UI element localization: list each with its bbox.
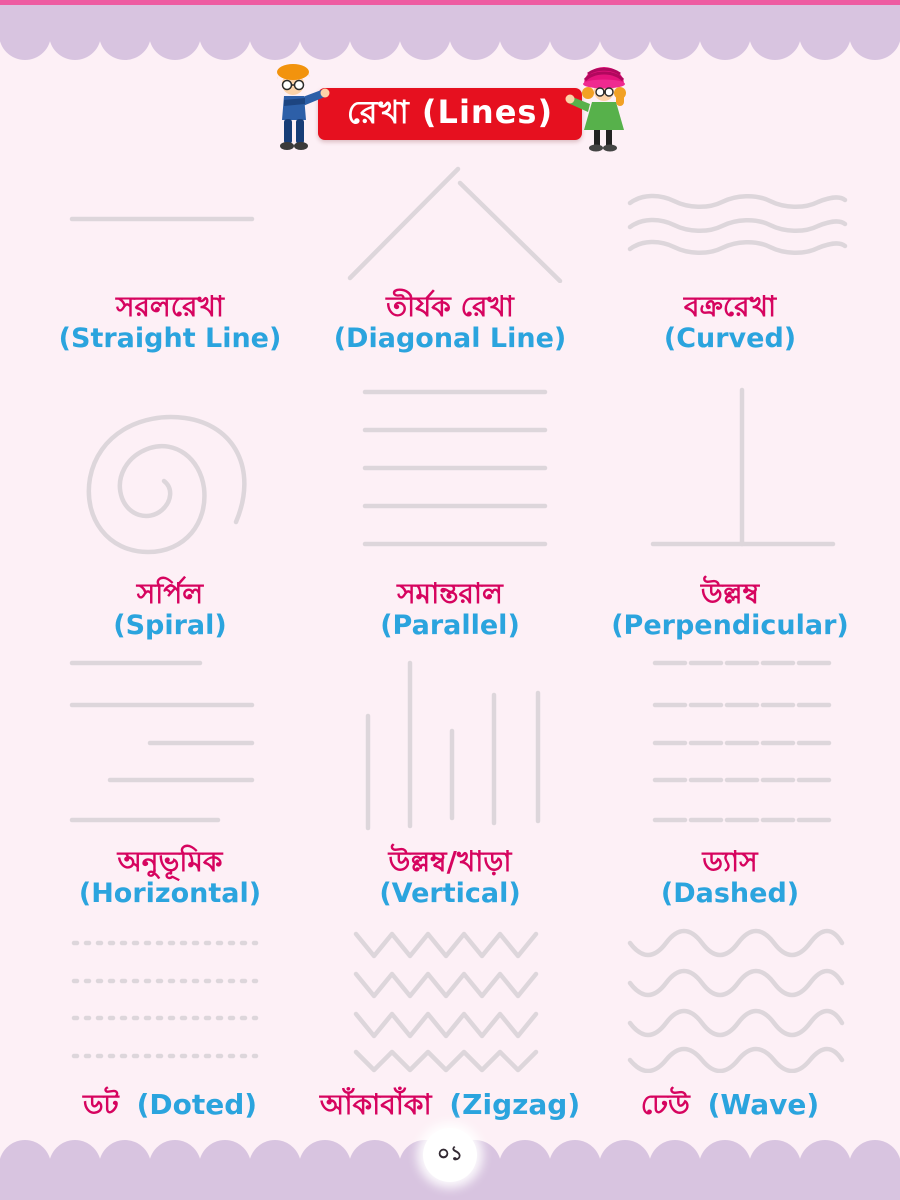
- row-4: [30, 918, 870, 1130]
- cell-horizontal: [30, 648, 310, 911]
- cell-dashed: [590, 648, 870, 911]
- label-bn-parallel: সমান্তরাল: [397, 577, 503, 610]
- label-dotted: [30, 1083, 310, 1130]
- label-en-diagonal: (Diagonal Line): [333, 323, 567, 355]
- label-bn-horizontal: অনুভূমিক: [117, 845, 223, 878]
- horizontal-lines-drawing: [30, 648, 310, 838]
- label-en-straight: (Straight Line): [58, 323, 282, 355]
- label-bn-curved: বক্ররেখা: [683, 290, 777, 323]
- cell-vertical: [310, 648, 590, 911]
- page-title: রেখা (Lines): [346, 93, 554, 131]
- label-en-perpendicular: (Perpendicular): [611, 610, 849, 642]
- cell-perpendicular: [590, 380, 870, 643]
- label-en-zigzag: (Zigzag): [449, 1088, 581, 1121]
- label-en-dashed: (Dashed): [660, 878, 800, 910]
- dashed-lines-drawing: [590, 648, 870, 838]
- label-bn-zigzag: আঁকাবাঁকা: [319, 1088, 432, 1121]
- girl-student-icon: [560, 60, 642, 152]
- cell-parallel: [310, 380, 590, 643]
- label-en-dotted: (Doted): [136, 1088, 258, 1121]
- label-bn-spiral: সর্পিল: [136, 577, 204, 610]
- label-zigzag: [310, 1083, 590, 1130]
- boy-student-icon: [260, 60, 342, 152]
- label-wave: [590, 1083, 870, 1130]
- diagonal-line-drawing: [310, 163, 590, 283]
- straight-line-drawing: [30, 163, 310, 283]
- label-bn-wave: ঢেউ: [640, 1088, 690, 1121]
- title-banner: [318, 88, 582, 140]
- label-en-vertical: (Vertical): [379, 878, 521, 910]
- page-number: ০১: [437, 1140, 463, 1165]
- label-bn-diagonal: তীর্যক রেখা: [386, 290, 514, 323]
- label-en-curved: (Curved): [663, 323, 797, 355]
- row-3: [30, 648, 870, 911]
- label-bn-vertical: উল্লম্ব/খাড়া: [388, 845, 512, 878]
- label-en-wave: (Wave): [707, 1088, 820, 1121]
- label-en-parallel: (Parallel): [380, 610, 520, 642]
- label-bn-dotted: ডট: [82, 1088, 119, 1121]
- label-en-horizontal: (Horizontal): [78, 878, 262, 910]
- page-number-badge: [423, 1128, 477, 1182]
- wave-lines-drawing: [590, 918, 870, 1073]
- cell-spiral: [30, 380, 310, 643]
- curved-line-drawing: [590, 163, 870, 283]
- label-bn-straight: সরলরেখা: [116, 290, 224, 323]
- scalloped-border-top: [0, 0, 900, 62]
- vertical-lines-drawing: [310, 648, 590, 838]
- label-bn-perpendicular: উল্লম্ব: [700, 577, 760, 610]
- label-en-spiral: (Spiral): [113, 610, 227, 642]
- label-bn-dashed: ড্যাস: [702, 845, 758, 878]
- cell-diagonal-line: [310, 163, 590, 356]
- cell-curved-line: [590, 163, 870, 356]
- zigzag-lines-drawing: [310, 918, 590, 1073]
- dotted-lines-drawing: [30, 918, 310, 1073]
- row-2: [30, 380, 870, 643]
- cell-dotted: [30, 918, 310, 1130]
- spiral-drawing: [30, 380, 310, 570]
- row-1: [30, 163, 870, 356]
- cell-straight-line: [30, 163, 310, 356]
- parallel-lines-drawing: [310, 380, 590, 570]
- perpendicular-drawing: [590, 380, 870, 570]
- cell-zigzag: [310, 918, 590, 1130]
- cell-wave: [590, 918, 870, 1130]
